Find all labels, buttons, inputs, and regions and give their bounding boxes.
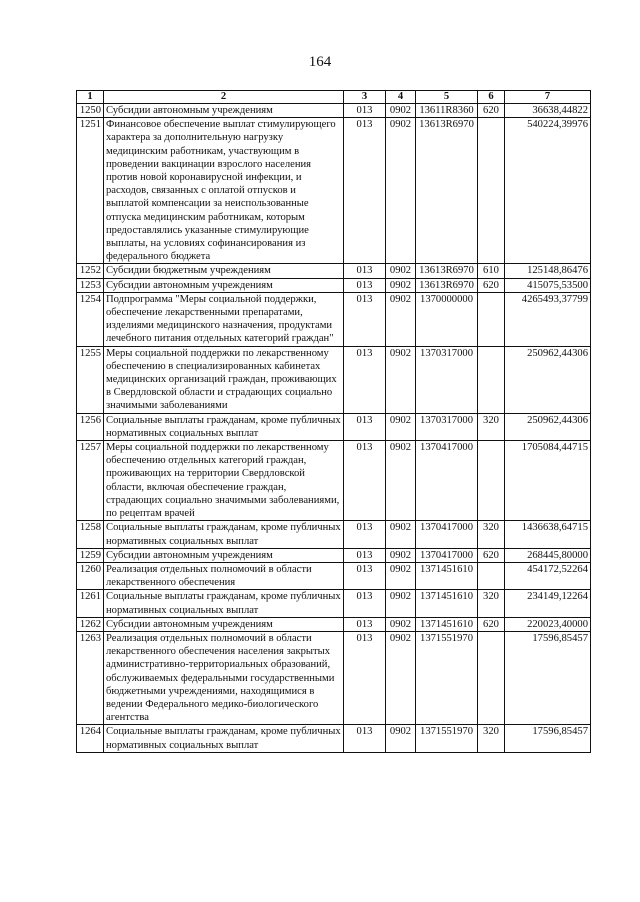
row-admin-code: 013	[344, 617, 386, 631]
row-kind-code	[478, 631, 505, 724]
header-col-5: 5	[416, 91, 478, 104]
row-number: 1261	[77, 590, 104, 617]
row-name: Финансовое обеспечение выплат стимулирующего характера за дополнительную нагрузку медицинским работникам, участвующим в проведении вакцинации взрослого населения против новой коронавирусной инфекции, и расходов, связанных с оплатой отпусков и выплатой компенсации за неиспользованные отпуска медицинским работникам, которым предоставлялись указанные стимулирующие выплаты, на условиях софинансирования из федерального бюджета	[104, 118, 344, 264]
row-section-code: 0902	[386, 562, 416, 589]
row-kind-code: 620	[478, 548, 505, 562]
table-row	[77, 562, 591, 589]
row-target-code: 1370417000	[416, 548, 478, 562]
row-target-code: 1371551970	[416, 725, 478, 752]
header-col-3: 3	[344, 91, 386, 104]
row-target-code: 1370417000	[416, 521, 478, 548]
row-section-code: 0902	[386, 346, 416, 413]
row-name: Социальные выплаты гражданам, кроме публичных нормативных социальных выплат	[104, 521, 344, 548]
header-col-6: 6	[478, 91, 505, 104]
row-admin-code: 013	[344, 562, 386, 589]
row-kind-code: 610	[478, 264, 505, 278]
row-number: 1257	[77, 441, 104, 521]
table-row	[77, 118, 591, 264]
row-amount: 415075,53500	[505, 278, 591, 292]
row-target-code: 1371551970	[416, 631, 478, 724]
row-section-code: 0902	[386, 278, 416, 292]
row-name: Реализация отдельных полномочий в области лекарственного обеспечения населения закрытых административно-территориальных образований, обслуживаемых федеральными государственными бюджетными учреждениями, находящимися в ведении Федерального медико-биологического агентства	[104, 631, 344, 724]
row-section-code: 0902	[386, 264, 416, 278]
header-col-7: 7	[505, 91, 591, 104]
row-admin-code: 013	[344, 548, 386, 562]
row-number: 1264	[77, 725, 104, 752]
row-number: 1262	[77, 617, 104, 631]
header-row	[77, 91, 591, 104]
row-name: Субсидии автономным учреждениям	[104, 104, 344, 118]
row-name: Субсидии автономным учреждениям	[104, 617, 344, 631]
row-name: Социальные выплаты гражданам, кроме публичных нормативных социальных выплат	[104, 590, 344, 617]
row-amount: 125148,86476	[505, 264, 591, 278]
row-kind-code	[478, 118, 505, 264]
row-target-code: 1371451610	[416, 617, 478, 631]
row-section-code: 0902	[386, 441, 416, 521]
row-target-code: 1371451610	[416, 562, 478, 589]
row-section-code: 0902	[386, 631, 416, 724]
row-admin-code: 013	[344, 521, 386, 548]
table-row	[77, 413, 591, 440]
row-section-code: 0902	[386, 292, 416, 346]
row-admin-code: 013	[344, 104, 386, 118]
row-amount: 250962,44306	[505, 346, 591, 413]
row-admin-code: 013	[344, 413, 386, 440]
table-row	[77, 521, 591, 548]
row-kind-code	[478, 562, 505, 589]
row-section-code: 0902	[386, 104, 416, 118]
row-name: Социальные выплаты гражданам, кроме публичных нормативных социальных выплат	[104, 413, 344, 440]
table-row	[77, 278, 591, 292]
row-number: 1260	[77, 562, 104, 589]
row-number: 1251	[77, 118, 104, 264]
row-admin-code: 013	[344, 278, 386, 292]
row-admin-code: 013	[344, 631, 386, 724]
table-row	[77, 104, 591, 118]
row-number: 1254	[77, 292, 104, 346]
table-row	[77, 548, 591, 562]
row-number: 1256	[77, 413, 104, 440]
row-number: 1259	[77, 548, 104, 562]
table-row	[77, 441, 591, 521]
row-name: Субсидии бюджетным учреждениям	[104, 264, 344, 278]
row-target-code: 13611R8360	[416, 104, 478, 118]
row-amount: 36638,44822	[505, 104, 591, 118]
row-kind-code: 620	[478, 617, 505, 631]
row-kind-code: 620	[478, 104, 505, 118]
row-kind-code: 320	[478, 521, 505, 548]
row-number: 1258	[77, 521, 104, 548]
row-amount: 250962,44306	[505, 413, 591, 440]
row-target-code: 1370317000	[416, 346, 478, 413]
row-amount: 454172,52264	[505, 562, 591, 589]
row-section-code: 0902	[386, 590, 416, 617]
row-name: Меры социальной поддержки по лекарственному обеспечению отдельных категорий граждан, проживающих на территории Свердловской области, включая обеспечение граждан, страдающих социально значимыми заболеваниями, по рецептам врачей	[104, 441, 344, 521]
row-admin-code: 013	[344, 264, 386, 278]
row-target-code: 13613R6970	[416, 278, 478, 292]
row-admin-code: 013	[344, 590, 386, 617]
row-name: Субсидии автономным учреждениям	[104, 548, 344, 562]
row-admin-code: 013	[344, 441, 386, 521]
row-target-code: 1370317000	[416, 413, 478, 440]
row-kind-code	[478, 292, 505, 346]
row-admin-code: 013	[344, 292, 386, 346]
row-number: 1250	[77, 104, 104, 118]
row-name: Социальные выплаты гражданам, кроме публичных нормативных социальных выплат	[104, 725, 344, 752]
row-section-code: 0902	[386, 548, 416, 562]
row-amount: 4265493,37799	[505, 292, 591, 346]
table-row	[77, 346, 591, 413]
table-row	[77, 631, 591, 724]
row-amount: 1705084,44715	[505, 441, 591, 521]
row-kind-code: 620	[478, 278, 505, 292]
row-section-code: 0902	[386, 521, 416, 548]
table-row	[77, 617, 591, 631]
row-kind-code: 320	[478, 413, 505, 440]
row-admin-code: 013	[344, 118, 386, 264]
row-amount: 234149,12264	[505, 590, 591, 617]
row-amount: 17596,85457	[505, 725, 591, 752]
row-name: Реализация отдельных полномочий в области лекарственного обеспечения	[104, 562, 344, 589]
table-row	[77, 590, 591, 617]
row-kind-code	[478, 346, 505, 413]
row-section-code: 0902	[386, 118, 416, 264]
row-name: Субсидии автономным учреждениям	[104, 278, 344, 292]
row-admin-code: 013	[344, 346, 386, 413]
row-kind-code: 320	[478, 590, 505, 617]
row-number: 1255	[77, 346, 104, 413]
row-section-code: 0902	[386, 725, 416, 752]
row-target-code: 1370000000	[416, 292, 478, 346]
row-target-code: 13613R6970	[416, 264, 478, 278]
row-amount: 540224,39976	[505, 118, 591, 264]
row-target-code: 13613R6970	[416, 118, 478, 264]
row-section-code: 0902	[386, 617, 416, 631]
row-target-code: 1370417000	[416, 441, 478, 521]
table-row	[77, 264, 591, 278]
row-amount: 17596,85457	[505, 631, 591, 724]
row-name: Меры социальной поддержки по лекарственному обеспечению в специализированных кабинетах медицинских организаций граждан, проживающих в Свердловской области и страдающих социально значимыми заболеваниями	[104, 346, 344, 413]
row-name: Подпрограмма "Меры социальной поддержки, обеспечение лекарственными препаратами, изделиями медицинского назначения, продуктами лечебного питания отдельных категорий граждан"	[104, 292, 344, 346]
row-kind-code	[478, 441, 505, 521]
table-row	[77, 292, 591, 346]
row-section-code: 0902	[386, 413, 416, 440]
row-admin-code: 013	[344, 725, 386, 752]
row-kind-code: 320	[478, 725, 505, 752]
row-amount: 268445,80000	[505, 548, 591, 562]
header-col-4: 4	[386, 91, 416, 104]
header-col-2: 2	[104, 91, 344, 104]
row-target-code: 1371451610	[416, 590, 478, 617]
header-col-1: 1	[77, 91, 104, 104]
row-number: 1252	[77, 264, 104, 278]
page-number: 164	[308, 54, 332, 70]
row-number: 1253	[77, 278, 104, 292]
row-amount: 1436638,64715	[505, 521, 591, 548]
budget-table	[76, 90, 591, 753]
row-number: 1263	[77, 631, 104, 724]
row-amount: 220023,40000	[505, 617, 591, 631]
table-row	[77, 725, 591, 752]
